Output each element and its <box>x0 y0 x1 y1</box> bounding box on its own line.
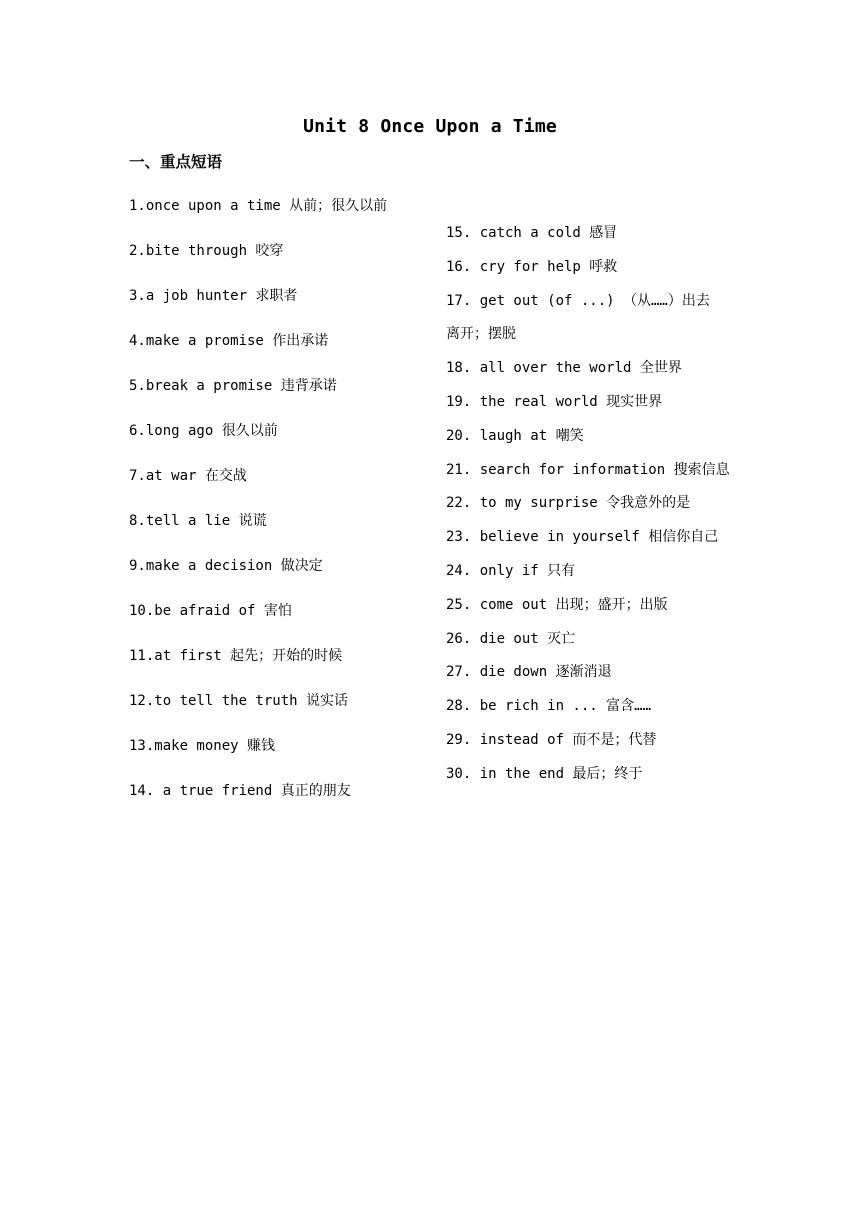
right-phrase-list <box>446 222 746 797</box>
phrase-item-27: 27. die down 逐渐消退 <box>446 664 612 681</box>
phrase-item-19: 19. the real world 现实世界 <box>446 393 663 410</box>
phrase-item-29: 29. instead of 而不是；代替 <box>446 731 657 748</box>
phrase-item-18: 18. all over the world 全世界 <box>446 360 682 377</box>
phrase-item-26: 26. die out 灭亡 <box>446 630 576 647</box>
phrase-item-23: 23. believe in yourself 相信你自己 <box>446 529 719 546</box>
page-title: Unit 8 Once Upon a Time <box>303 116 557 137</box>
phrase-item-25: 25. come out 出现；盛开；出版 <box>446 596 668 613</box>
phrase-item-2: 2.bite through 咬穿 <box>129 243 284 259</box>
phrase-item-7: 7.at war 在交战 <box>129 468 247 484</box>
phrase-item-5: 5.break a promise 违背承诺 <box>129 378 337 394</box>
section-heading: 一、重点短语 <box>129 153 223 171</box>
phrase-item-13: 13.make money 赚钱 <box>129 738 276 754</box>
phrase-item-30: 30. in the end 最后；终于 <box>446 765 643 782</box>
phrase-item-22: 22. to my surprise 令我意外的是 <box>446 495 691 512</box>
phrase-item-21: 21. search for information 搜索信息 <box>446 461 730 478</box>
phrase-item-8: 8.tell a lie 说谎 <box>129 513 267 529</box>
phrase-item-14: 14. a true friend 真正的朋友 <box>129 783 351 799</box>
left-phrase-list <box>129 195 429 825</box>
phrase-item-17-continuation: 离开；摆脱 <box>446 326 516 343</box>
phrase-item-1: 1.once upon a time 从前；很久以前 <box>129 198 388 214</box>
phrase-item-4: 4.make a promise 作出承诺 <box>129 333 329 349</box>
phrase-item-3: 3.a job hunter 求职者 <box>129 288 298 304</box>
phrase-item-11: 11.at first 起先；开始的时候 <box>129 648 343 664</box>
phrase-item-28: 28. be rich in ... 富含…… <box>446 698 652 715</box>
phrase-item-17: 17. get out (of ...) （从……）出去 <box>446 292 710 309</box>
phrase-item-24: 24. only if 只有 <box>446 562 576 579</box>
phrase-item-6: 6.long ago 很久以前 <box>129 423 278 439</box>
phrase-item-20: 20. laugh at 嘲笑 <box>446 427 584 444</box>
phrase-item-15: 15. catch a cold 感冒 <box>446 225 618 241</box>
phrase-item-16: 16. cry for help 呼救 <box>446 258 618 275</box>
phrase-item-12: 12.to tell the truth 说实话 <box>129 693 349 709</box>
phrase-item-10: 10.be afraid of 害怕 <box>129 603 292 619</box>
phrase-item-9: 9.make a decision 做决定 <box>129 558 323 574</box>
